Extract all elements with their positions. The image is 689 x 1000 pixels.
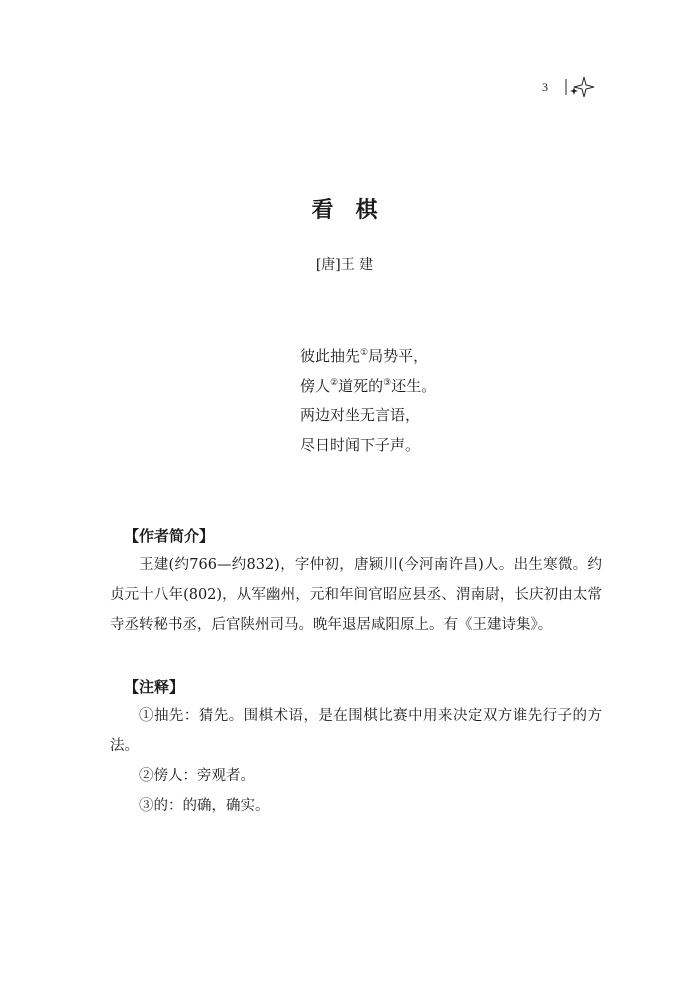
footnote-marker: ① bbox=[360, 348, 369, 358]
poem-line-2 bbox=[300, 372, 436, 402]
four-point-star-ornament-icon bbox=[562, 75, 598, 99]
poem-text: 道死的 bbox=[338, 376, 384, 395]
poem-text: 局势平， bbox=[368, 347, 429, 365]
poem-line-1 bbox=[300, 342, 436, 372]
author-intro-text: 王建(约766—约832)，字仲初，唐颍川(今河南许昌)人。出生寒微。约贞元十八年(802)，从军幽州，元和年间官昭应县丞、渭南尉，长庆初由太常寺丞转秘书丞，后官陕州司马。晚年退居咸阳原上。有《王建诗集》。 bbox=[110, 557, 602, 633]
poem-line-4 bbox=[300, 431, 436, 461]
footnote-marker: ② bbox=[330, 377, 339, 388]
poem-text: 彼此抽先 bbox=[300, 347, 361, 365]
poem-author: [唐]王 建 bbox=[315, 257, 374, 273]
poem-body bbox=[300, 342, 436, 460]
poem-text: 还生。 bbox=[391, 376, 437, 395]
poem-text: 尽日时闻下子声。 bbox=[300, 435, 421, 454]
poem-title: 看棋 bbox=[311, 197, 400, 223]
author-intro-body bbox=[110, 550, 602, 640]
author-intro-heading: 【作者简介】 bbox=[124, 527, 215, 545]
poem-line-3 bbox=[300, 401, 436, 431]
poem-text: 傍人 bbox=[300, 376, 331, 395]
note-item: ②傍人：旁观者。 bbox=[139, 768, 255, 784]
notes-body bbox=[110, 701, 602, 821]
footnote-marker: ③ bbox=[383, 377, 392, 388]
note-item: ①抽先：猜先。围棋术语，是在围棋比赛中用来决定双方谁先行子的方法。 bbox=[110, 708, 602, 754]
note-item: ③的：的确，确实。 bbox=[139, 798, 270, 814]
notes-heading: 【注释】 bbox=[124, 678, 185, 696]
page-number: 3 bbox=[542, 80, 548, 94]
poem-text: 两边对坐无言语， bbox=[300, 406, 421, 424]
